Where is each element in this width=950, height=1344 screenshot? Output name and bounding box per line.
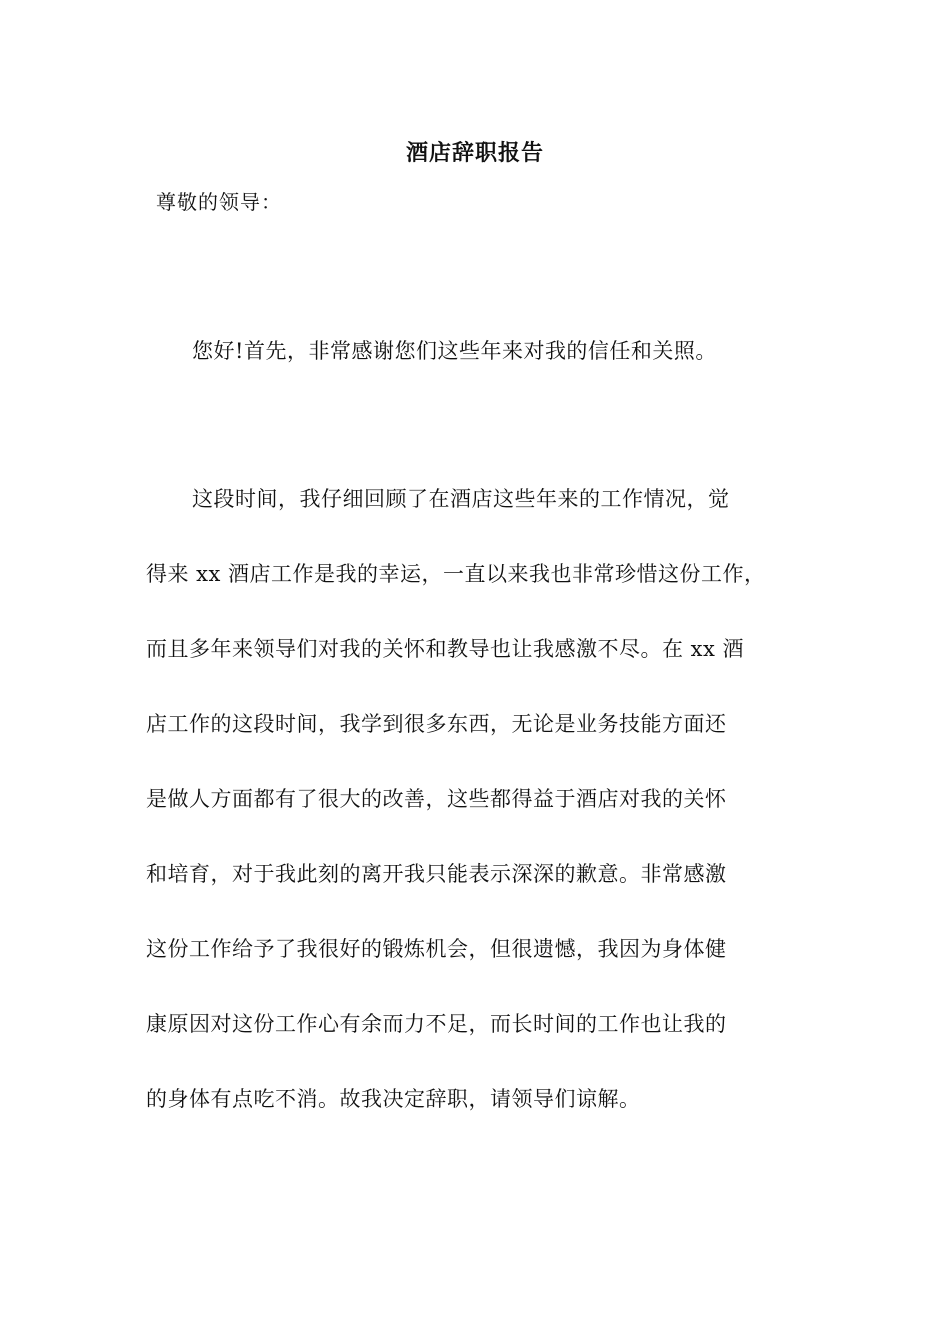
salutation: 尊敬的领导： xyxy=(156,190,282,214)
paragraph-greeting xyxy=(146,314,816,389)
paragraph-line: 这段时间，我仔细回顾了在酒店这些年来的工作情况，觉 xyxy=(192,487,730,511)
document-title: 酒店辞职报告 xyxy=(405,140,544,166)
paragraph-line: 康原因对这份工作心有余而力不足，而长时间的工作也让我的 xyxy=(146,1012,727,1036)
paragraph-line: 店工作的这段时间，我学到很多东西，无论是业务技能方面还 xyxy=(146,712,727,736)
paragraph-body xyxy=(146,462,816,1137)
paragraph-line: 这份工作给予了我很好的锻炼机会，但很遗憾，我因为身体健 xyxy=(146,937,727,961)
paragraph-line: 是做人方面都有了很大的改善，这些都得益于酒店对我的关怀 xyxy=(146,787,727,811)
paragraph-line: 的身体有点吃不消。故我决定辞职，请领导们谅解。 xyxy=(146,1087,641,1111)
paragraph-line: 您好!首先，非常感谢您们这些年来对我的信任和关照。 xyxy=(192,339,717,363)
paragraph-line: 而且多年来领导们对我的关怀和教导也让我感激不尽。在 xx 酒 xyxy=(146,637,745,661)
paragraph-line: 和培育，对于我此刻的离开我只能表示深深的歉意。非常感激 xyxy=(146,862,727,886)
paragraph-line: 得来 xx 酒店工作是我的幸运，一直以来我也非常珍惜这份工作， xyxy=(146,562,766,586)
